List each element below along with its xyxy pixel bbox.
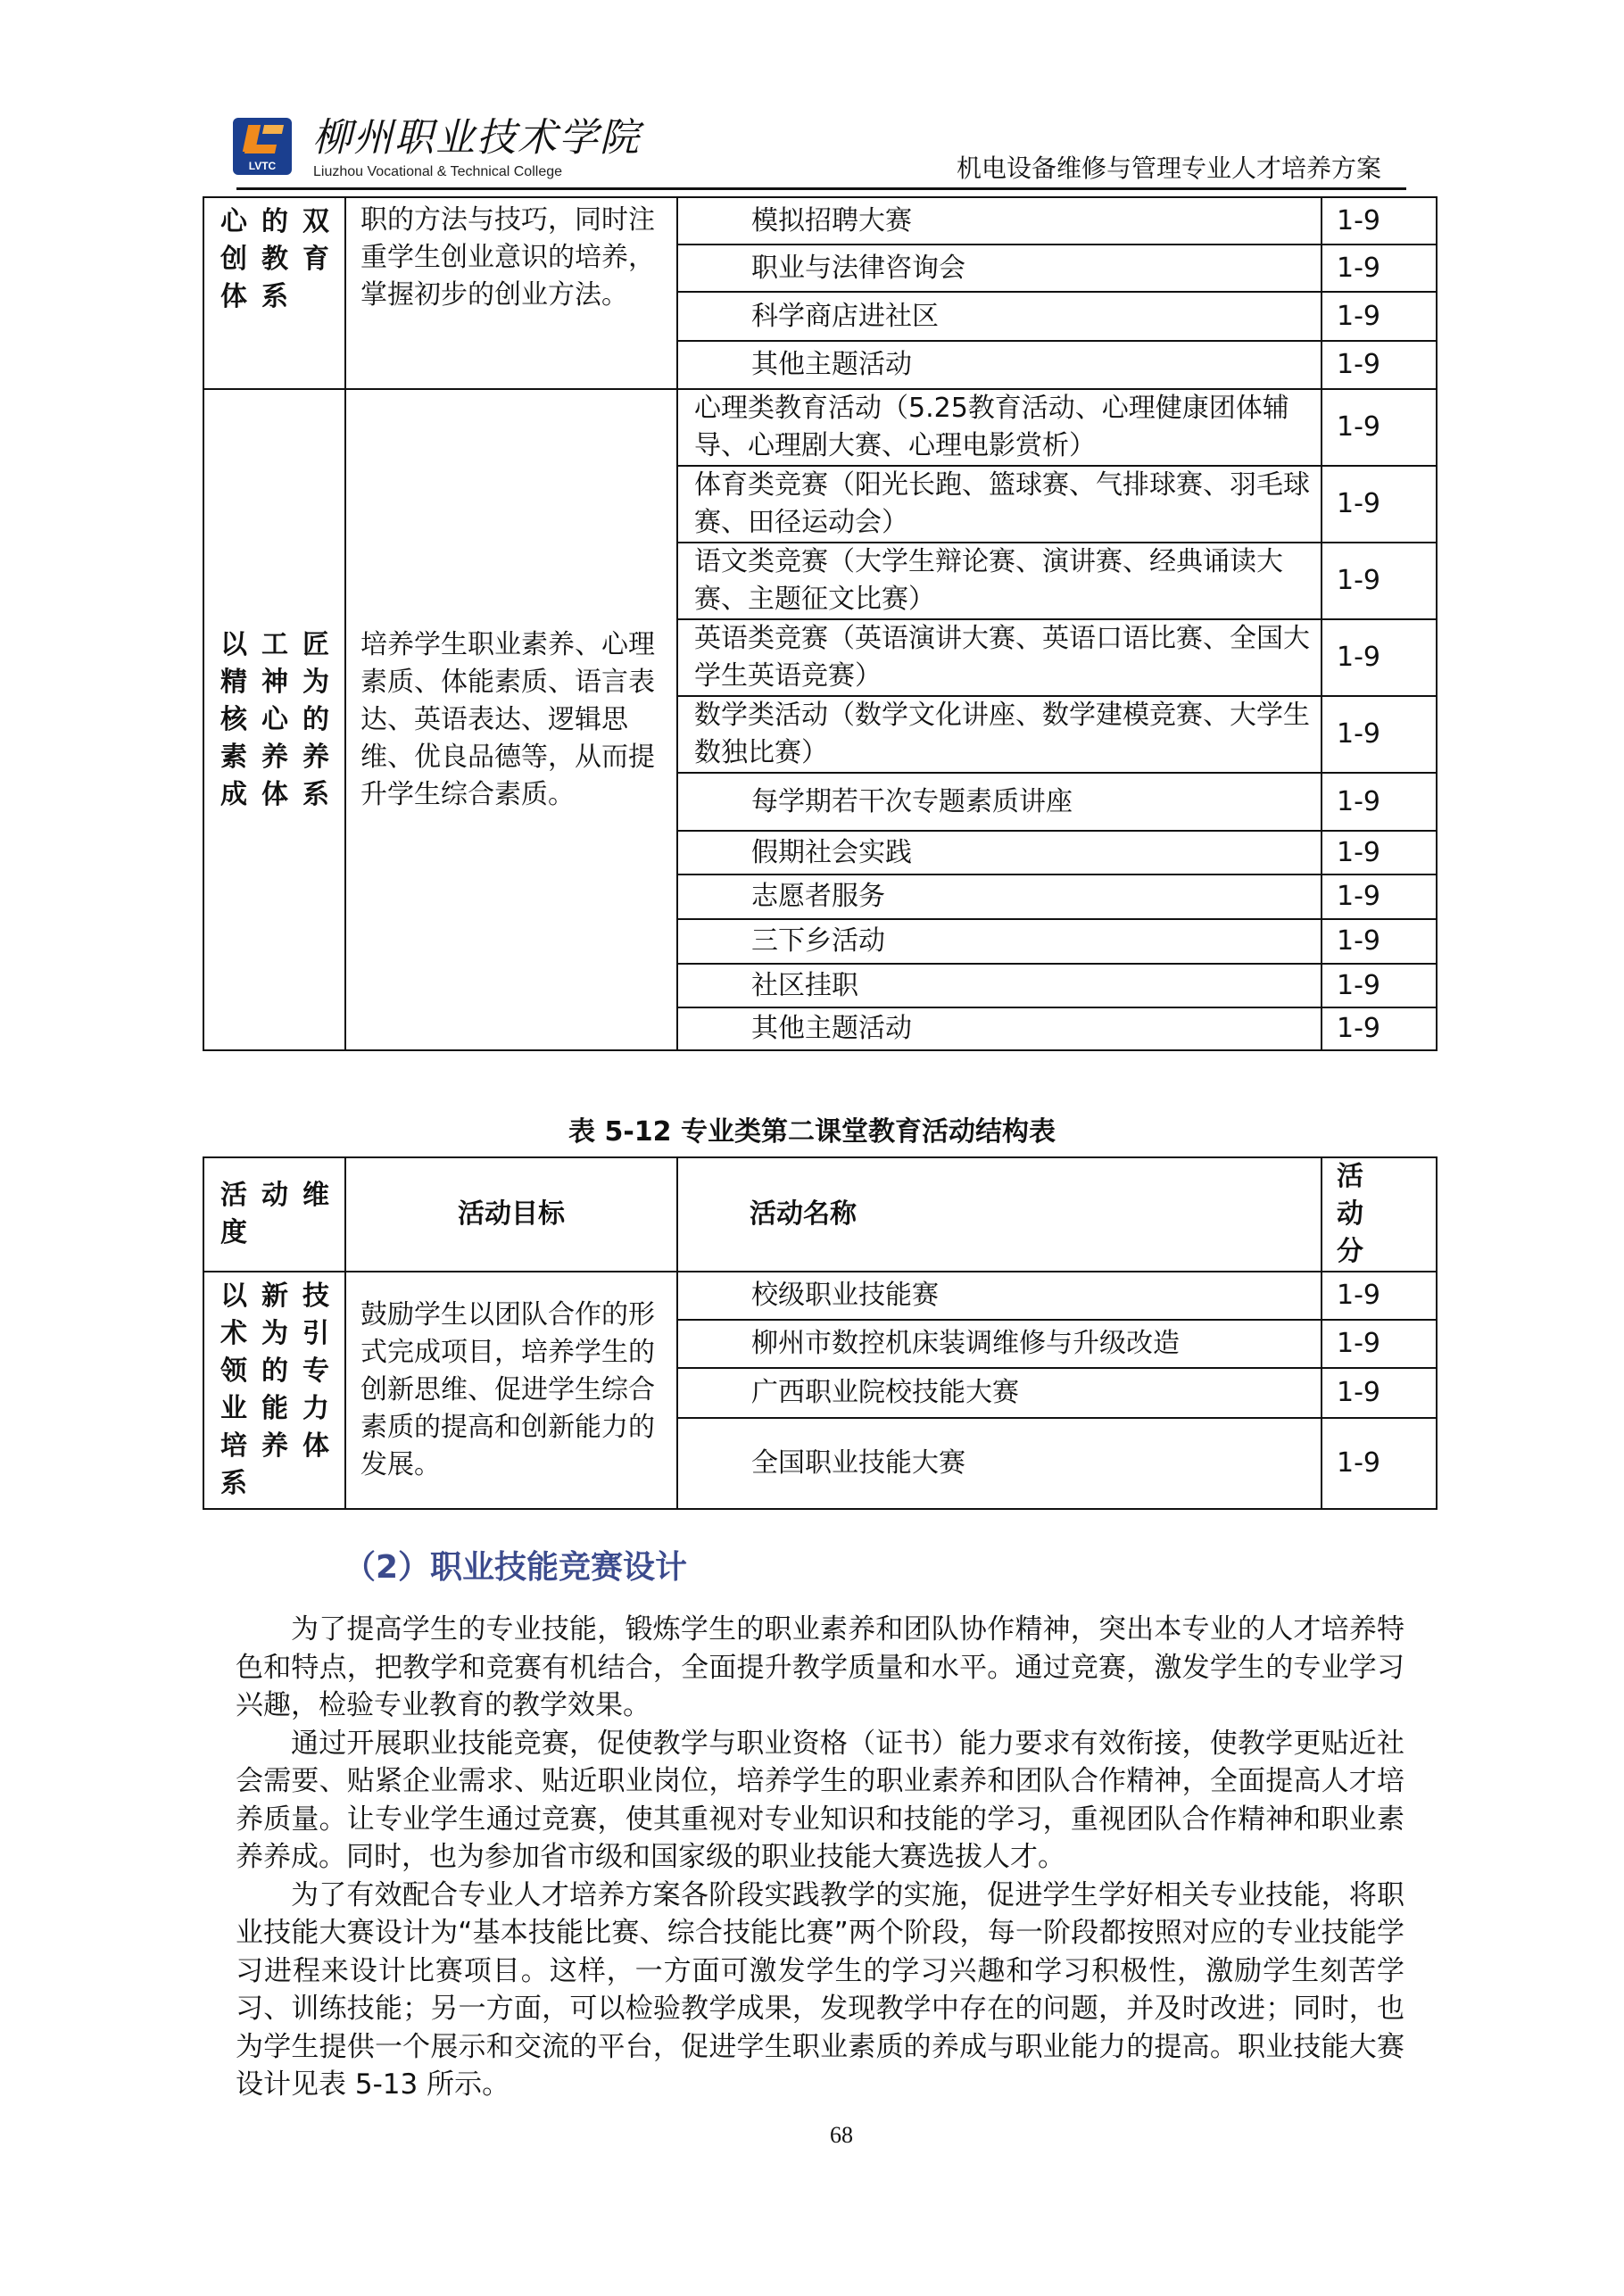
activity-score: 1-9	[1322, 874, 1437, 919]
activity-score: 1-9	[1322, 1418, 1437, 1509]
paragraph: 通过开展职业技能竞赛，促使教学与职业资格（证书）能力要求有效衔接，使教学更贴近社会需要、贴紧企业需求、贴近职业岗位，培养学生的职业素养和团队合作精神，全面提高人才培养质量。让专业学生通过竞赛，使其重视对专业知识和技能的学习，重视团队合作精神和职业素养养成。同时，也为参加省市级和国家级的职业技能大赛选拔人才。	[236, 1727, 1404, 1873]
activity-score: 1-9	[1322, 696, 1437, 773]
activity-score: 1-9	[1322, 964, 1437, 1007]
activity-score: 1-9	[1322, 1320, 1437, 1369]
activity-score: 1-9	[1322, 466, 1437, 543]
activity-name: 每学期若干次专题素质讲座	[677, 773, 1322, 831]
activity-score: 1-9	[1322, 389, 1437, 466]
header-goal: 活动目标	[345, 1157, 677, 1272]
activity-score: 1-9	[1322, 773, 1437, 831]
activity-name: 广西职业院校技能大赛	[677, 1368, 1322, 1418]
header-divider	[236, 187, 1406, 190]
activity-name: 模拟招聘大赛	[677, 197, 1322, 245]
table-caption: 表 5-12 专业类第二课堂教育活动结构表	[568, 1116, 1056, 1148]
page-content	[0, 196, 1624, 2150]
goal-cell: 培养学生职业素养、心理素质、体能素质、语言表达、英语表达、逻辑思维、优良品德等，从而提升学生综合素质。	[345, 389, 677, 1050]
table-row	[203, 389, 1437, 466]
table-row	[203, 1272, 1437, 1320]
activity-score: 1-9	[1322, 1368, 1437, 1418]
header-dimension: 活动维度	[203, 1157, 345, 1272]
dimension-cell: 以工匠精神为核心的素养养成体系	[203, 389, 345, 1050]
activity-name: 职业与法律咨询会	[677, 245, 1322, 292]
logo-chinese-name: 柳州职业技术学院	[312, 115, 641, 161]
dimension-cell: 心的双创教育体系	[203, 197, 345, 389]
activity-table-continued	[203, 196, 1438, 1051]
activity-name: 假期社会实践	[677, 831, 1322, 874]
dimension-cell: 以新技术为引领的专业能力培养体系	[203, 1272, 345, 1509]
header-score: 活动分	[1322, 1157, 1437, 1272]
activity-name: 其他主题活动	[677, 341, 1322, 389]
page-number: 68	[830, 2121, 853, 2148]
activity-name: 心理类教育活动（5.25教育活动、心理健康团体辅导、心理剧大赛、心理电影赏析）	[677, 389, 1322, 466]
activity-name: 数学类活动（数学文化讲座、数学建模竞赛、大学生数独比赛）	[677, 696, 1322, 773]
activity-score: 1-9	[1322, 245, 1437, 292]
activity-name: 语文类竞赛（大学生辩论赛、演讲赛、经典诵读大赛、主题征文比赛）	[677, 543, 1322, 619]
activity-name: 体育类竞赛（阳光长跑、篮球赛、气排球赛、羽毛球赛、田径运动会）	[677, 466, 1322, 543]
activity-score: 1-9	[1322, 1272, 1437, 1320]
paragraph: 为了有效配合专业人才培养方案各阶段实践教学的实施，促进学生学好相关专业技能，将职业技能大赛设计为“基本技能比赛、综合技能比赛”两个阶段，每一阶段都按照对应的专业技能学习进程来设计比赛项目。这样，一方面可激发学生的学习兴趣和学习积极性，激励学生刻苦学习、训练技能；另一方面，可以检验教学成果，发现教学中存在的问题，并及时改进；同时，也为学生提供一个展示和交流的平台，促进学生职业素质的养成与职业能力的提高。职业技能大赛设计见表 5-13 所示。	[236, 1878, 1404, 2101]
header-activity-name: 活动名称	[677, 1157, 1322, 1272]
college-logo	[233, 118, 292, 175]
activity-score: 1-9	[1322, 919, 1437, 964]
activity-score: 1-9	[1322, 341, 1437, 389]
activity-score: 1-9	[1322, 831, 1437, 874]
activity-name: 柳州市数控机床装调维修与升级改造	[677, 1320, 1322, 1369]
activity-name: 全国职业技能大赛	[677, 1418, 1322, 1509]
activity-name: 三下乡活动	[677, 919, 1322, 964]
activity-name: 科学商店进社区	[677, 292, 1322, 341]
activity-name: 其他主题活动	[677, 1007, 1322, 1050]
logo-abbr: LVTC	[248, 160, 277, 172]
activity-name: 社区挂职	[677, 964, 1322, 1007]
logo-english-name: Liuzhou Vocational & Technical College	[313, 164, 563, 179]
activity-score: 1-9	[1322, 543, 1437, 619]
section-heading: （2）职业技能竞赛设计	[344, 1549, 688, 1586]
activity-score: 1-9	[1322, 619, 1437, 696]
activity-score: 1-9	[1322, 292, 1437, 341]
activity-name: 校级职业技能赛	[677, 1272, 1322, 1320]
table-row	[203, 197, 1437, 245]
activity-score: 1-9	[1322, 1007, 1437, 1050]
section-body	[236, 1611, 1404, 2104]
activity-name: 英语类竞赛（英语演讲大赛、英语口语比赛、全国大学生英语竞赛）	[677, 619, 1322, 696]
professional-activity-table	[203, 1156, 1438, 1510]
table-header-row	[203, 1157, 1437, 1272]
paragraph: 为了提高学生的专业技能，锻炼学生的职业素养和团队协作精神，突出本专业的人才培养特色和特点，把教学和竞赛有机结合，全面提升教学质量和水平。通过竞赛，激发学生的专业学习兴趣，检验专业教育的教学效果。	[236, 1613, 1404, 1721]
goal-cell: 鼓励学生以团队合作的形式完成项目，培养学生的创新思维、促进学生综合素质的提高和创新能力的发展。	[345, 1272, 677, 1509]
document-title: 机电设备维修与管理专业人才培养方案	[957, 153, 1382, 183]
activity-name: 志愿者服务	[677, 874, 1322, 919]
goal-cell: 职的方法与技巧，同时注重学生创业意识的培养，掌握初步的创业方法。	[345, 197, 677, 389]
activity-score: 1-9	[1322, 197, 1437, 245]
